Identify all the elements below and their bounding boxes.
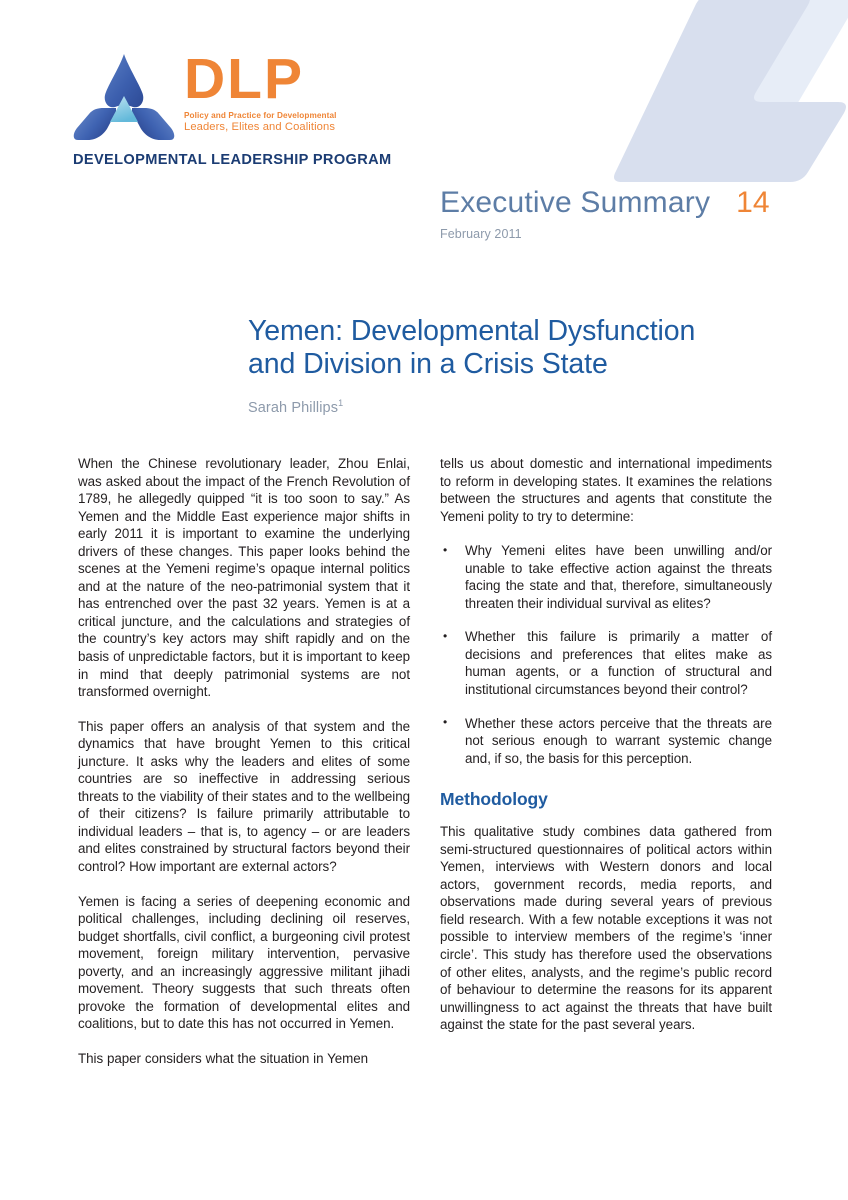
logo-right-petal	[132, 108, 174, 140]
dlp-letters: DLP	[184, 47, 304, 111]
dlp-wordmark	[184, 48, 414, 134]
list-item: • Whether this failure is primarily a matter of decisions and preferences that elites make as human agents, or a function of structural and institutional circumstances beyond their control?	[440, 628, 772, 698]
series-number: 14	[736, 186, 770, 219]
series-header	[440, 186, 808, 241]
author-name: Sarah Phillips	[248, 400, 339, 416]
program-name: DEVELOPMENTAL LEADERSHIP PROGRAM	[73, 152, 392, 168]
list-item: • Why Yemeni elites have been unwilling and/or unable to take effective action against the threats facing the state and that, therefore, simultaneously threaten their individual survival as elites?	[440, 542, 772, 612]
research-questions-list	[440, 542, 772, 767]
page-title	[248, 315, 793, 381]
section-heading-methodology: Methodology	[440, 789, 548, 810]
corner-watermark-light-shape	[730, 0, 848, 106]
corner-watermark-main-shape	[614, 0, 846, 182]
dlp-tagline-line1: Policy and Practice for Developmental	[184, 111, 337, 120]
list-item: • Whether these actors perceive that the threats are not serious enough to warrant systemic change and, if so, the basis for this perception.	[440, 715, 772, 768]
page-title-line2: and Division in a Crisis State	[248, 348, 608, 381]
left-column	[78, 455, 410, 1068]
paragraph: This paper considers what the situation in Yemen	[78, 1050, 369, 1066]
author-byline	[248, 400, 343, 416]
paragraph: tells us about domestic and international impediments to reform in developing states. It examines the relations between the structures and agents that constitute the Yemeni polity to try to determine:	[440, 456, 772, 524]
author-footnote-marker: 1	[338, 398, 344, 409]
right-column	[440, 455, 772, 1068]
paragraph: Yemen is facing a series of deepening economic and political challenges, including declining oil reserves, budget shortfalls, civil conflict, a burgeoning civil protest movement, foreign military intervention, pervasive poverty, and an increasingly aggressive militant jihadi movement. Theory suggests that such threats often provoke the formation of developmental elites and coalitions, but to date this has not occurred in Yemen.	[78, 893, 410, 1032]
page-title-line1: Yemen: Developmental Dysfunction	[248, 315, 696, 348]
body-columns	[78, 455, 772, 1068]
series-date: February 2011	[440, 227, 522, 241]
paragraph: This qualitative study combines data gathered from semi-structured questionnaires of political actors within Yemen, interviews with Western donors and local actors, government records, media reports, and observations made during several years of previous field research. With a few notable exceptions it was not possible to interview members of the regime’s ‘inner circle’. This study has therefore used the observations of other elites, analysts, and the regime’s public record of behaviour to determine the reasons for its apparent unwillingness to act against the threats that have built against the state for the past several years.	[440, 824, 772, 1033]
series-title: Executive Summary	[440, 186, 711, 219]
logo-left-petal	[74, 108, 116, 140]
dlp-logo-icon	[72, 52, 176, 144]
paragraph: When the Chinese revolutionary leader, Zhou Enlai, was asked about the impact of the French Revolution of 1789, he allegedly quipped “it is too soon to say.” As Yemen and the Middle East experience major shifts in early 2011 it is important to examine the underlying drivers of these changes. This paper looks behind the scenes at the Yemeni regime’s opaque internal politics and at the nature of the neo-patrimonial system that it has entrenched over the past 32 years. Yemen is at a critical juncture, and the calculations and strategies of the country’s key actors may shift rapidly and on the basis of unpredictable factors, but it is important to keep in mind that deeply patrimonial systems are not transformed overnight.	[78, 456, 410, 700]
masthead	[72, 48, 412, 178]
dlp-tagline-line2: Leaders, Elites and Coalitions	[184, 121, 336, 133]
paragraph: This paper offers an analysis of that system and the dynamics that have brought Yemen to this critical juncture. It asks why the leaders and elites of some countries are so ineffective in addressing serious threats to the viability of their states and to the wellbeing of their citizens? Is failure primarily attributable to individual leaders – that is, to agency – or are leaders and elites constrained by structural factors beyond their control? How important are external actors?	[78, 718, 410, 875]
corner-watermark-decoration	[600, 0, 848, 182]
